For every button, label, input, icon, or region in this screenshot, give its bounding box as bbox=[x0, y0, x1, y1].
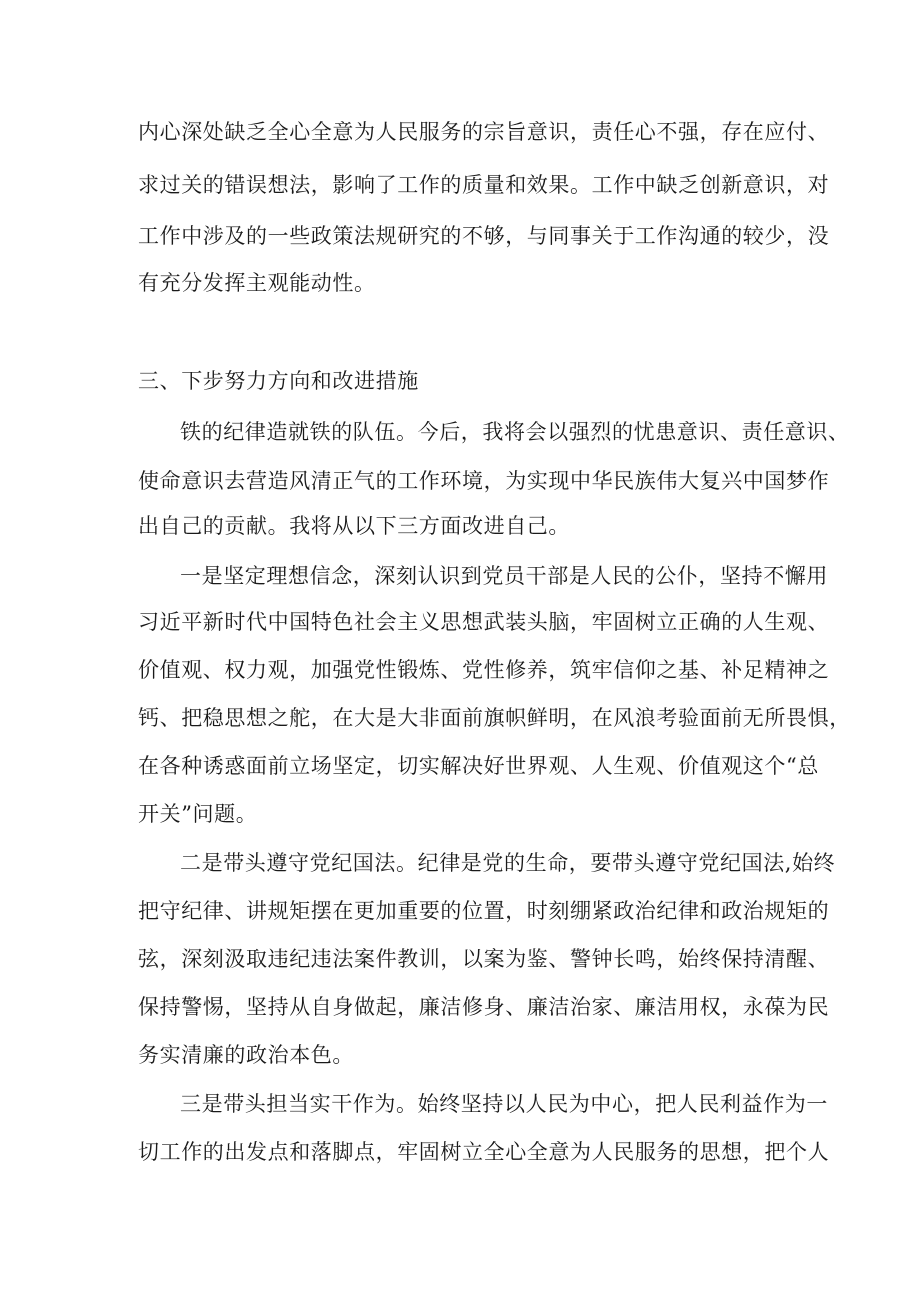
paragraph-line: 把守纪律、讲规矩摆在更加重要的位置，时刻绷紧政治纪律和政治规矩的 bbox=[138, 899, 830, 923]
paragraph-line: 价值观、权力观，加强党性锻炼、党性修养，筑牢信仰之基、补足精神之 bbox=[138, 658, 830, 682]
paragraph-line: 钙、把稳思想之舵，在大是大非面前旗帜鲜明，在风浪考验面前无所畏惧， bbox=[138, 706, 851, 730]
paragraph-line: 务实清廉的政治本色。 bbox=[138, 1043, 354, 1067]
paragraph-line: 三是带头担当实干作为。始终坚持以人民为中心，把人民利益作为一 bbox=[180, 1092, 828, 1116]
paragraph-line: 有充分发挥主观能动性。 bbox=[138, 271, 376, 295]
paragraph-line: 弦，深刻汲取违纪违法案件教训，以案为鉴、警钟长鸣，始终保持清醒、 bbox=[138, 947, 830, 971]
paragraph-line: 工作中涉及的一些政策法规研究的不够，与同事关于工作沟通的较少，没 bbox=[138, 224, 830, 248]
paragraph-line: 内心深处缺乏全心全意为人民服务的宗旨意识，责任心不强，存在应付、 bbox=[138, 120, 830, 144]
section-heading: 三、下步努力方向和改进措施 bbox=[138, 369, 419, 393]
paragraph-line: 切工作的出发点和落脚点，牢固树立全心全意为人民服务的思想，把个人 bbox=[138, 1140, 830, 1164]
paragraph-line: 开关”问题。 bbox=[138, 802, 258, 826]
paragraph-line: 在各种诱惑面前立场坚定，切实解决好世界观、人生观、价值观这个“总 bbox=[138, 754, 819, 778]
paragraph-line: 保持警惕，坚持从自身做起，廉洁修身、廉洁治家、廉洁用权，永葆为民 bbox=[138, 995, 830, 1019]
paragraph-line: 习近平新时代中国特色社会主义思想武装头脑，牢固树立正确的人生观、 bbox=[138, 610, 830, 634]
paragraph-line: 求过关的错误想法，影响了工作的质量和效果。工作中缺乏创新意识，对 bbox=[138, 173, 830, 197]
paragraph-line: 铁的纪律造就铁的队伍。今后，我将会以强烈的忧患意识、责任意识、 bbox=[180, 420, 850, 444]
paragraph-line: 出自己的贡献。我将从以下三方面改进自己。 bbox=[138, 514, 570, 538]
paragraph-line: 二是带头遵守党纪国法。纪律是党的生命，要带头遵守党纪国法,始终 bbox=[180, 851, 836, 875]
paragraph-line: 使命意识去营造风清正气的工作环境，为实现中华民族伟大复兴中国梦作 bbox=[138, 469, 830, 493]
paragraph-line: 一是坚定理想信念，深刻认识到党员干部是人民的公仆，坚持不懈用 bbox=[180, 564, 828, 588]
